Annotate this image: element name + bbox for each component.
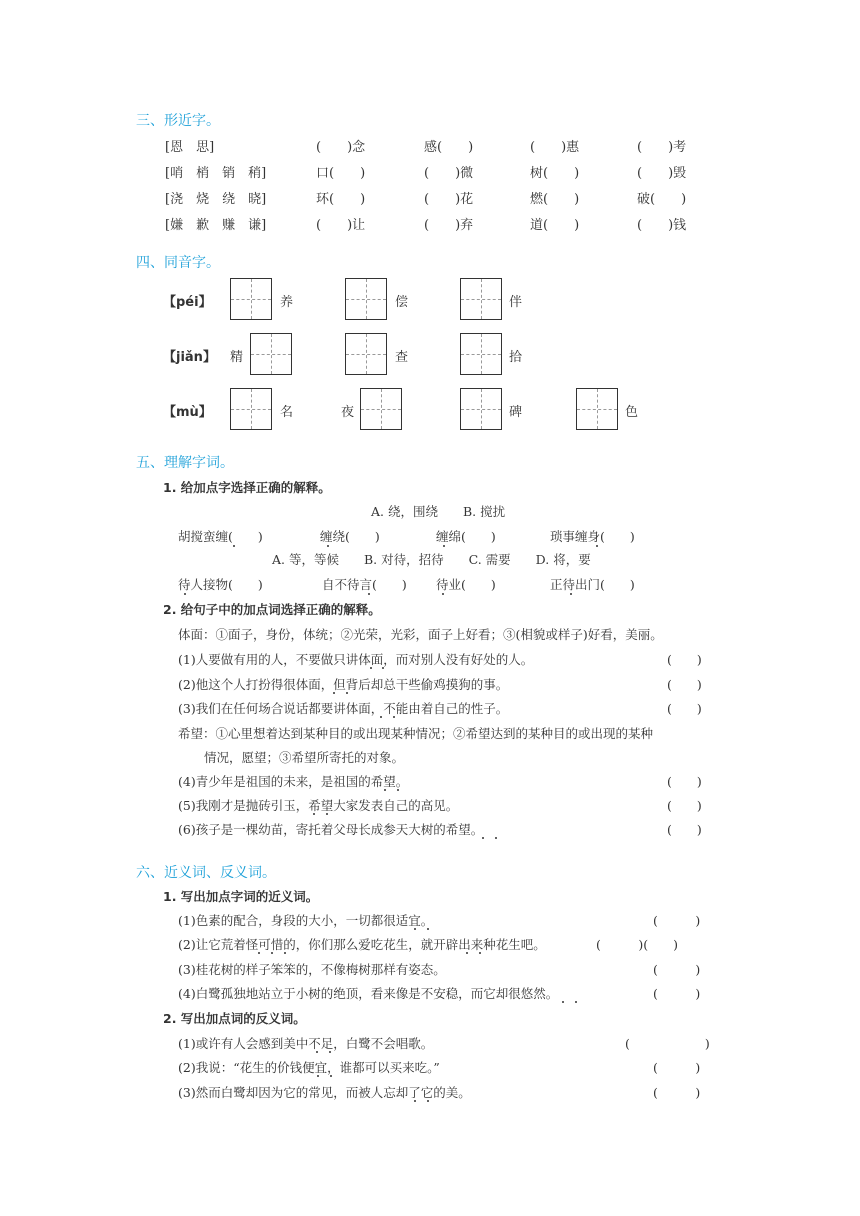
emphasis-dot bbox=[393, 716, 395, 718]
emphasis-dot bbox=[313, 813, 315, 815]
emphasis-dot bbox=[442, 593, 444, 595]
answer-paren-pair[interactable]: ( )( ) bbox=[596, 937, 679, 952]
emphasis-dot bbox=[479, 952, 481, 954]
emphasis-dot bbox=[184, 593, 186, 595]
emphasis-dot bbox=[414, 1100, 416, 1102]
emphasis-dot bbox=[329, 1051, 331, 1053]
char-suffix: 养 bbox=[280, 295, 294, 310]
emphasis-dot bbox=[443, 545, 445, 547]
writing-box[interactable] bbox=[460, 278, 502, 320]
sentence: (2)让它荒着怪可惜的，你们那么爱吃花生，就开辟出来种花生吧。 bbox=[178, 937, 546, 952]
sentence: (3)我们在任何场合说话都要讲体面，不能由着自己的性子。 bbox=[178, 701, 509, 716]
word-item[interactable]: 缠绕( ) bbox=[320, 529, 380, 544]
blank-item[interactable]: ( )惠 bbox=[530, 140, 580, 155]
question-1: 1. 给加点字选择正确的解释。 bbox=[163, 480, 331, 495]
sentence: (2)他这个人打扮得很体面，但背后却总干些偷鸡摸狗的事。 bbox=[178, 677, 509, 692]
char-suffix: 色 bbox=[625, 405, 639, 420]
blank-item[interactable]: ( )毁 bbox=[637, 166, 687, 181]
emphasis-dot bbox=[414, 928, 416, 930]
sentence: (1)或许有人会感到美中不足，白鹭不会唱歌。 bbox=[178, 1036, 434, 1051]
emphasis-dot bbox=[466, 952, 468, 954]
sentence: (4)白鹭孤独地站立于小树的绝顶，看来像是不安稳，而它却很悠然。 bbox=[178, 986, 559, 1001]
sentence: (1)色素的配合，身段的大小，一切都很适宜。 bbox=[178, 913, 434, 928]
answer-paren[interactable]: ( ) bbox=[653, 986, 701, 1001]
emphasis-dot bbox=[482, 837, 484, 839]
emphasis-dot bbox=[368, 593, 370, 595]
word-item[interactable]: 待业( ) bbox=[436, 577, 496, 592]
blank-item[interactable]: 道( ) bbox=[530, 218, 580, 233]
emphasis-dot bbox=[346, 692, 348, 694]
word-item[interactable]: 琐事缠身( ) bbox=[550, 529, 635, 544]
options-line: A. 等，等候 B. 对待，招待 C. 需要 D. 将，要 bbox=[272, 552, 591, 567]
emphasis-dot bbox=[271, 952, 273, 954]
sentence: (6)孩子是一棵幼苗，寄托着父母长成参天大树的希望。 bbox=[178, 822, 484, 837]
char-group: [哨 梢 销 稍] bbox=[165, 166, 267, 181]
emphasis-dot bbox=[317, 1075, 319, 1077]
writing-box[interactable] bbox=[360, 388, 402, 430]
question-2: 2. 写出加点词的反义词。 bbox=[163, 1011, 306, 1026]
answer-paren-wide[interactable]: ( ) bbox=[625, 1036, 710, 1051]
emphasis-dot bbox=[495, 837, 497, 839]
section-4-title: 四、同音字。 bbox=[136, 255, 220, 271]
char-group: [恩 思] bbox=[165, 140, 215, 155]
emphasis-dot bbox=[380, 716, 382, 718]
writing-box[interactable] bbox=[230, 278, 272, 320]
section-3-title: 三、形近字。 bbox=[136, 113, 220, 129]
writing-box[interactable] bbox=[576, 388, 618, 430]
blank-item[interactable]: ( )微 bbox=[424, 166, 474, 181]
answer-paren[interactable]: ( ) bbox=[653, 1085, 701, 1100]
answer-paren[interactable]: ( ) bbox=[667, 774, 702, 789]
blank-item[interactable]: ( )钱 bbox=[637, 218, 687, 233]
word-item[interactable]: 胡搅蛮缠( ) bbox=[178, 529, 263, 544]
blank-item[interactable]: 感( ) bbox=[424, 140, 474, 155]
writing-box[interactable] bbox=[345, 278, 387, 320]
blank-item[interactable]: 环( ) bbox=[316, 192, 366, 207]
char-suffix: 名 bbox=[280, 405, 294, 420]
emphasis-dot bbox=[258, 952, 260, 954]
answer-paren[interactable]: ( ) bbox=[653, 1060, 701, 1075]
writing-box[interactable] bbox=[460, 388, 502, 430]
answer-paren[interactable]: ( ) bbox=[667, 701, 702, 716]
emphasis-dot bbox=[382, 667, 384, 669]
section-5-title: 五、理解字词。 bbox=[136, 455, 234, 471]
question-2: 2. 给句子中的加点词选择正确的解释。 bbox=[163, 602, 381, 617]
pinyin-pei: 【péi】 bbox=[163, 295, 212, 310]
section-6-title: 六、近义词、反义词。 bbox=[136, 865, 276, 881]
writing-box[interactable] bbox=[230, 388, 272, 430]
writing-box[interactable] bbox=[250, 333, 292, 375]
pinyin-jian: 【jiǎn】 bbox=[163, 350, 216, 365]
word-item[interactable]: 待人接物( ) bbox=[178, 577, 263, 592]
emphasis-dot bbox=[427, 928, 429, 930]
definition-timian: 体面：①面子，身份，体统；②光荣，光彩，面子上好看；③(相貌或样子)好看，美丽。 bbox=[178, 627, 663, 642]
answer-paren[interactable]: ( ) bbox=[667, 677, 702, 692]
char-suffix: 查 bbox=[395, 350, 409, 365]
emphasis-dot bbox=[596, 545, 598, 547]
word-item[interactable]: 缠绵( ) bbox=[436, 529, 496, 544]
emphasis-dot bbox=[570, 593, 572, 595]
char-group: [浇 烧 绕 晓] bbox=[165, 192, 267, 207]
emphasis-dot bbox=[316, 1051, 318, 1053]
word-item[interactable]: 正待出门( ) bbox=[550, 577, 635, 592]
blank-item[interactable]: ( )花 bbox=[424, 192, 474, 207]
char-prefix: 夜 bbox=[341, 405, 355, 420]
emphasis-dot bbox=[427, 1100, 429, 1102]
blank-item[interactable]: ( )考 bbox=[637, 140, 687, 155]
definition-xiwang: 希望：①心里想着达到某种目的或出现某种情况；②希望达到的某种目的或出现的某种 bbox=[178, 726, 654, 741]
blank-item[interactable]: ( )念 bbox=[316, 140, 366, 155]
blank-item[interactable]: 燃( ) bbox=[530, 192, 580, 207]
answer-paren[interactable]: ( ) bbox=[653, 962, 701, 977]
blank-item[interactable]: ( )让 bbox=[316, 218, 366, 233]
emphasis-dot bbox=[562, 1001, 564, 1003]
sentence: (1)人要做有用的人，不要做只讲体面，而对别人没有好处的人。 bbox=[178, 652, 534, 667]
emphasis-dot bbox=[575, 1001, 577, 1003]
answer-paren[interactable]: ( ) bbox=[667, 798, 702, 813]
char-suffix: 伴 bbox=[509, 295, 523, 310]
emphasis-dot bbox=[327, 545, 329, 547]
sentence: (4)青少年是祖国的未来，是祖国的希望。 bbox=[178, 774, 409, 789]
definition-xiwang-cont: 情况，愿望；③希望所寄托的对象。 bbox=[204, 750, 405, 765]
emphasis-dot bbox=[330, 1075, 332, 1077]
sentence: (5)我刚才是抛砖引玉，希望大家发表自己的高见。 bbox=[178, 798, 459, 813]
blank-item[interactable]: ( )弃 bbox=[424, 218, 474, 233]
word-item[interactable]: 自不待言( ) bbox=[322, 577, 407, 592]
emphasis-dot bbox=[326, 813, 328, 815]
blank-item[interactable]: 树( ) bbox=[530, 166, 580, 181]
emphasis-dot bbox=[384, 789, 386, 791]
blank-item[interactable]: 破( ) bbox=[637, 192, 687, 207]
writing-box[interactable] bbox=[345, 333, 387, 375]
char-suffix: 偿 bbox=[395, 295, 409, 310]
char-group: [嫌 歉 赚 谦] bbox=[165, 218, 267, 233]
char-prefix: 精 bbox=[230, 350, 244, 365]
emphasis-dot bbox=[284, 952, 286, 954]
sentence: (2)我说：“花生的价钱便宜，谁都可以买来吃。” bbox=[178, 1060, 440, 1075]
sentence: (3)桂花树的样子笨笨的，不像梅树那样有姿态。 bbox=[178, 962, 446, 977]
sentence: (3)然而白鹭却因为它的常见，而被人忘却了它的美。 bbox=[178, 1085, 471, 1100]
question-1: 1. 写出加点字词的近义词。 bbox=[163, 889, 319, 904]
answer-paren[interactable]: ( ) bbox=[667, 652, 702, 667]
options-line: A. 绕，围绕 B. 搅扰 bbox=[371, 504, 506, 519]
char-suffix: 碑 bbox=[509, 405, 523, 420]
answer-paren[interactable]: ( ) bbox=[653, 913, 701, 928]
emphasis-dot bbox=[233, 545, 235, 547]
char-suffix: 拾 bbox=[509, 350, 523, 365]
emphasis-dot bbox=[370, 667, 372, 669]
pinyin-mu: 【mù】 bbox=[163, 405, 212, 420]
answer-paren[interactable]: ( ) bbox=[667, 822, 702, 837]
emphasis-dot bbox=[333, 692, 335, 694]
blank-item[interactable]: 口( ) bbox=[316, 166, 366, 181]
emphasis-dot bbox=[397, 789, 399, 791]
writing-box[interactable] bbox=[460, 333, 502, 375]
